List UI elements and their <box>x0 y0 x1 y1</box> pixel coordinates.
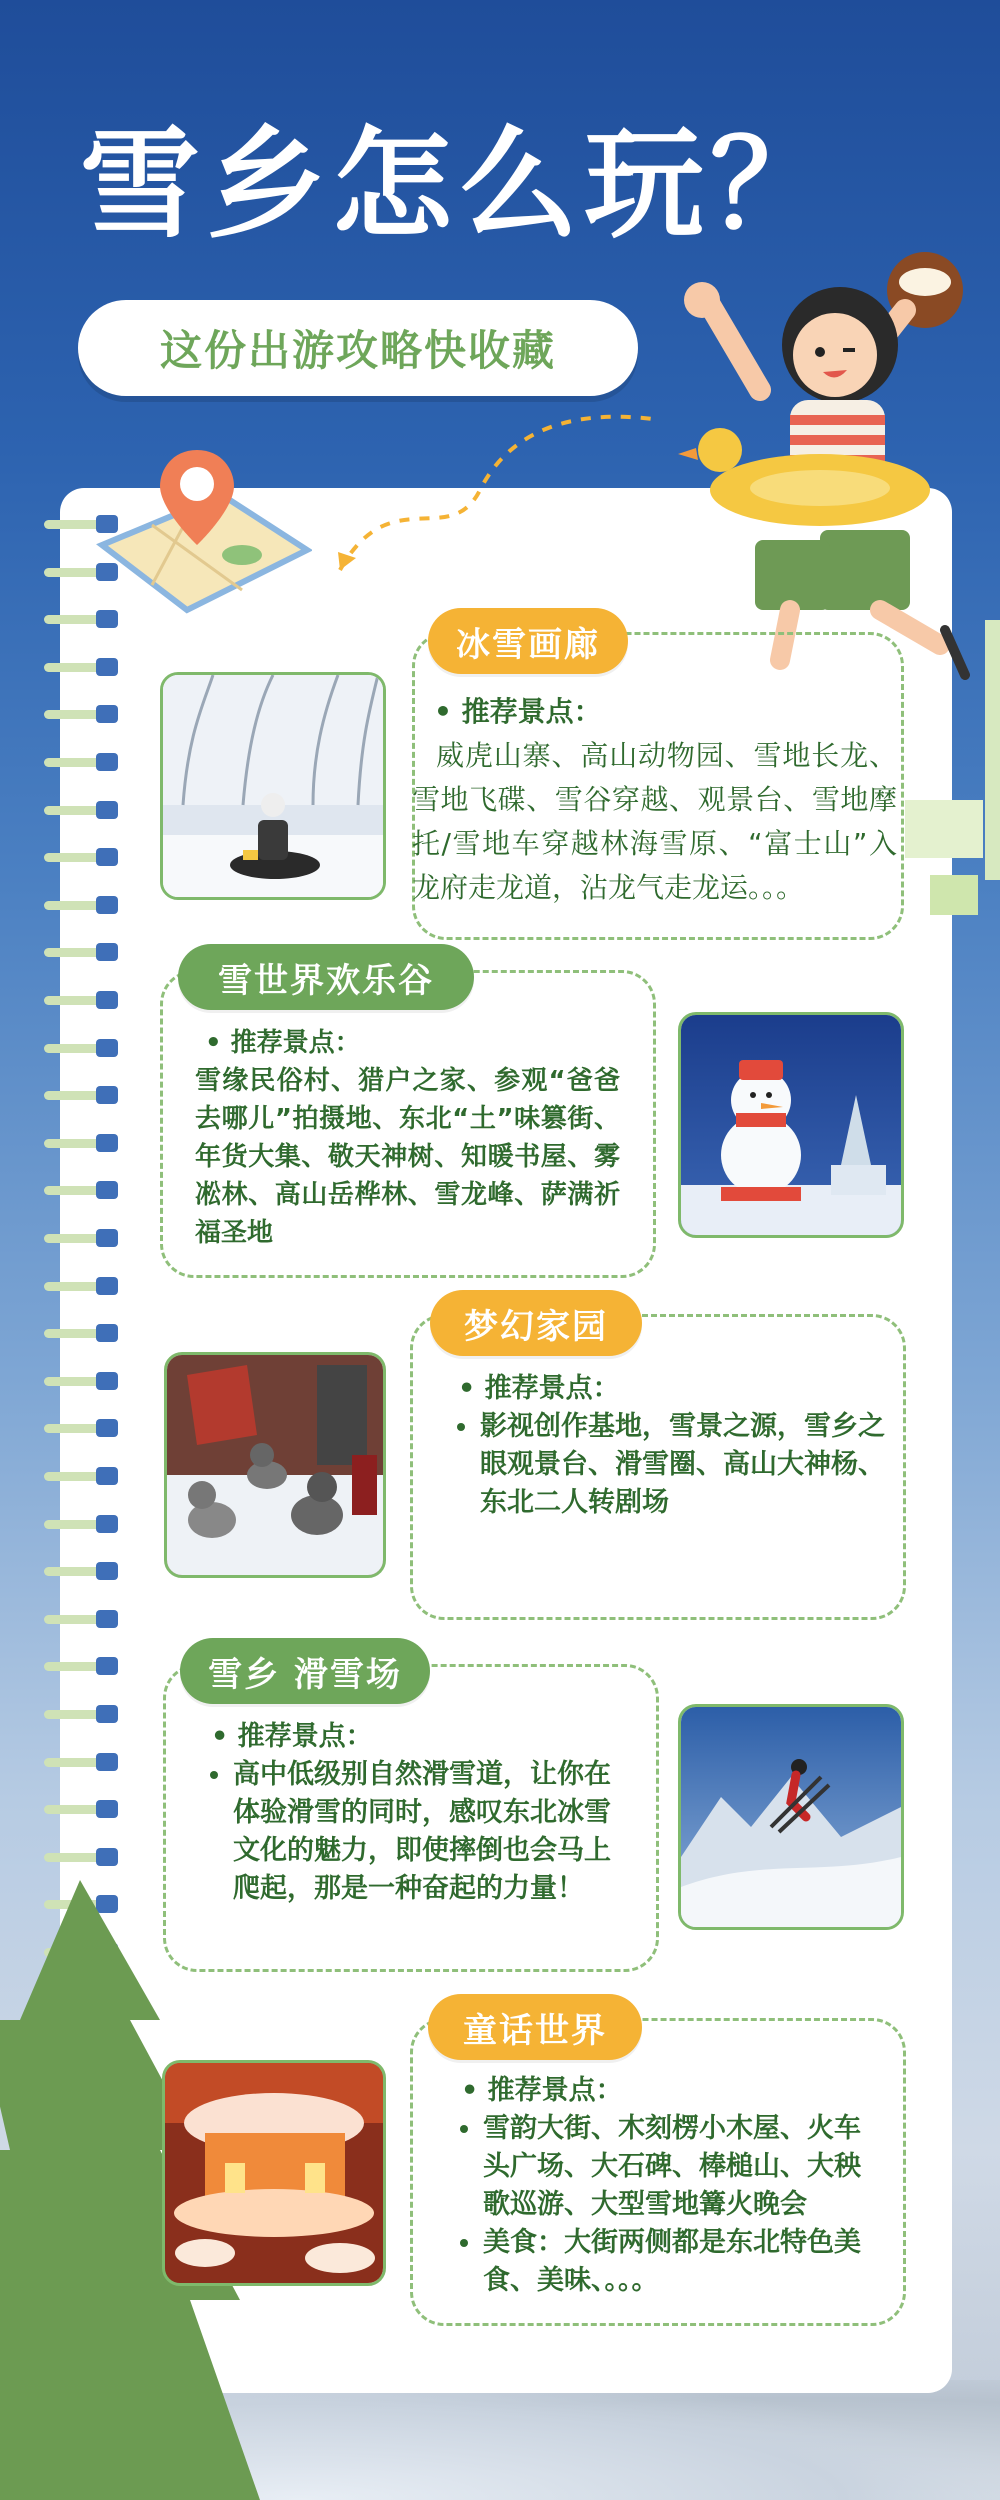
decor-square <box>930 875 978 915</box>
decor-square <box>905 800 983 858</box>
map-pin-icon <box>92 440 312 640</box>
binding-ring <box>38 1610 122 1628</box>
section-tag-fairy-tale: 童话世界 <box>428 1994 642 2060</box>
list-item: • 影视创作基地，雪景之源，雪乡之眼观景台、滑雪圈、高山大神杨、东北二人转剧场 <box>480 1408 892 1522</box>
binding-ring <box>38 1753 122 1771</box>
binding-ring <box>38 1181 122 1199</box>
binding-ring <box>38 1467 122 1485</box>
recommend-label: • 推荐景点： <box>461 2075 623 2106</box>
recommend-label: • 推荐景点： <box>458 1373 620 1404</box>
recommend-label: • 推荐景点： <box>434 695 602 728</box>
binding-ring <box>38 1515 122 1533</box>
recommend-list <box>205 1756 630 1908</box>
husky-dog-sled-photo <box>164 1352 386 1578</box>
binding-ring <box>38 1324 122 1342</box>
binding-ring <box>38 943 122 961</box>
binding-ring <box>38 801 122 819</box>
binding-ring <box>38 705 122 723</box>
snowmobile-in-snowy-forest-photo <box>160 672 386 900</box>
binding-ring <box>38 1705 122 1723</box>
dashed-route-line <box>330 400 680 580</box>
girl-with-coconut-illustration <box>640 250 980 680</box>
binding-ring <box>38 1419 122 1437</box>
list-item: • 雪韵大街、木刻楞小木屋、火车头广场、大石碑、棒槌山、大秧歌巡游、大型雪地篝火晚会 <box>483 2110 880 2224</box>
binding-ring <box>38 753 122 771</box>
binding-ring <box>38 1562 122 1580</box>
binding-ring <box>38 1086 122 1104</box>
snowman-sculpture-photo <box>678 1012 904 1238</box>
binding-ring <box>38 1039 122 1057</box>
recommend-text: 威虎山寨、高山动物园、雪地长龙、雪地飞碟、雪谷穿越、观景台、雪地摩托/雪地车穿越林海雪原、“富士山”入龙府走龙道，沾龙气走龙运。。。 <box>412 739 897 904</box>
snow-village-night-lights-photo <box>162 2060 386 2286</box>
binding-ring <box>38 1277 122 1295</box>
list-item: • 高中低级别自然滑雪道，让你在体验滑雪的同时，感叹东北冰雪文化的魅力，即使摔倒也会马上爬起，那是一种奋起的力量！ <box>233 1756 630 1908</box>
binding-ring <box>38 658 122 676</box>
decor-strip <box>985 620 1000 880</box>
section-tag-dream-home: 梦幻家园 <box>430 1290 642 1356</box>
page-title: 雪乡怎么玩？ <box>80 116 836 255</box>
binding-ring <box>38 1134 122 1152</box>
section-text-ski-resort <box>205 1718 630 1908</box>
section-text-snow-world <box>195 1024 620 1252</box>
section-tag-ski-resort: 雪乡 滑雪场 <box>180 1638 430 1704</box>
binding-ring <box>38 896 122 914</box>
recommend-text: 雪缘民俗村、猎户之家、参观“爸爸去哪儿”拍摄地、东北“土”味篡街、年货大集、敬天神树、知暖书屋、雾凇林、高山岳桦林、雪龙峰、萨满祈福圣地 <box>195 1066 620 1248</box>
recommend-label: • 推荐景点： <box>211 1721 373 1752</box>
subtitle: 这份出游攻略快收藏 <box>159 326 556 375</box>
list-item: • 美食：大街两侧都是东北特色美食、美味、。。。 <box>483 2224 880 2300</box>
section-text-fairy-tale <box>455 2072 880 2300</box>
binding-ring <box>38 1848 122 1866</box>
binding-ring <box>38 1800 122 1818</box>
section-tag-snow-world: 雪世界欢乐谷 <box>178 944 474 1010</box>
section-tag-ice-gallery: 冰雪画廊 <box>428 608 628 674</box>
subtitle-pill <box>78 300 638 396</box>
recommend-label: • 推荐景点： <box>205 1028 361 1058</box>
binding-ring <box>38 848 122 866</box>
binding-ring <box>38 1372 122 1390</box>
binding-ring <box>38 1229 122 1247</box>
binding-ring <box>38 991 122 1009</box>
section-text-dream-home <box>452 1370 892 1522</box>
recommend-list <box>452 1408 892 1522</box>
binding-ring <box>38 1657 122 1675</box>
recommend-list <box>455 2110 880 2300</box>
section-text-ice-gallery <box>412 690 897 910</box>
skier-jumping-photo <box>678 1704 904 1930</box>
